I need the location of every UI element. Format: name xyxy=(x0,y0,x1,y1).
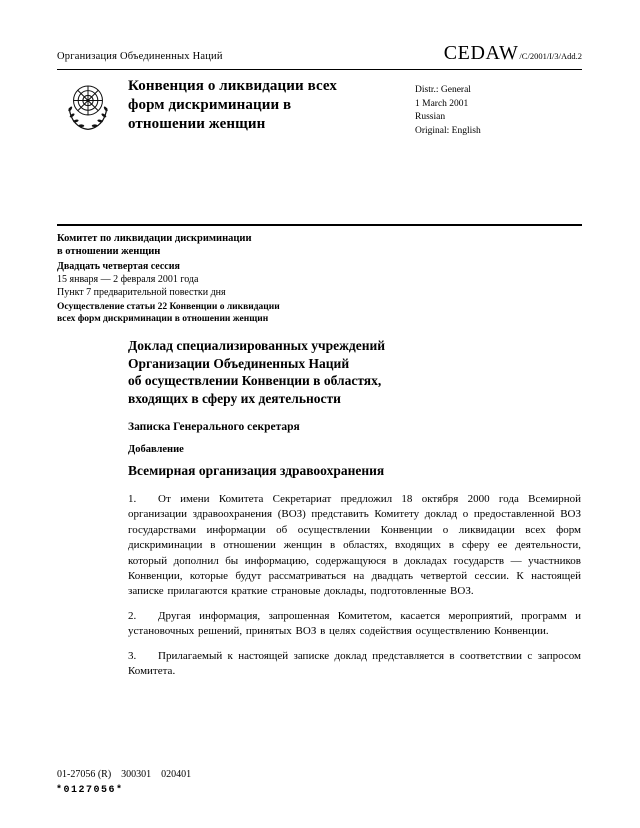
agenda-item: Пункт 7 предварительной повестки дня xyxy=(57,287,226,298)
paragraph-number: 3. xyxy=(128,649,137,662)
committee-name-line: в отношении женщин xyxy=(57,246,161,257)
agenda-title-line: всех форм дискриминации в отношении женщин xyxy=(57,314,269,324)
masthead-divider xyxy=(57,224,582,226)
convention-title-line: отношении женщин xyxy=(128,116,266,132)
convention-title-line: форм дискриминации в xyxy=(128,97,292,113)
agenda-title-line: Осуществление статьи 22 Конвенции о ликвидации xyxy=(57,302,280,312)
who-section-heading: Всемирная организация здравоохранения xyxy=(128,463,385,478)
session-title: Двадцать четвертая сессия xyxy=(57,261,180,272)
paragraph-text: От имени Комитета Секретариат предложил 18 октября 2000 года Всемирной организации здравоохранения (ВОЗ) представить Комитету доклад о предоставленной ВОЗ государствами информации об осуществлении Конвенции о ликвидации всех форм дискриминации в отношении женщин в областях, входящих в сферу ее деятельности, который дополнил бы информацию, содержащуюся в докладах государств — участников Конвенции, которые будут рассматриваться на двадцать четвертой сессии. К настоящей записке прилагаются краткие страновые доклады, подготовленные ВОЗ. xyxy=(128,493,581,598)
paragraph-number: 1. xyxy=(128,493,137,505)
document-symbol xyxy=(444,42,582,65)
distr-type: Distr.: General xyxy=(415,85,471,95)
document-symbol-suffix: /C/2001/I/3/Add.2 xyxy=(519,51,582,61)
convention-title xyxy=(128,77,337,134)
session-dates: 15 января — 2 февраля 2001 года xyxy=(57,274,199,285)
report-body xyxy=(128,492,581,688)
footer-barcode-text: *0127056* xyxy=(56,785,124,796)
paragraph-number: 2. xyxy=(128,609,137,622)
report-title-line: Организации Объединенных Наций xyxy=(128,355,350,371)
distr-date: 1 March 2001 xyxy=(415,98,469,109)
committee-name-line: Комитет по ликвидации дискриминации xyxy=(57,233,252,244)
addendum-label: Добавление xyxy=(128,444,184,455)
distribution-block xyxy=(415,84,481,138)
distr-original: Original: English xyxy=(415,125,481,136)
paragraph-2 xyxy=(128,609,581,640)
report-title xyxy=(128,337,385,407)
paragraph-1 xyxy=(128,492,581,600)
paragraph-3 xyxy=(128,649,581,680)
report-title-line: об осуществлении Конвенции в областях, xyxy=(128,373,382,388)
footer-document-number: 01-27056 (R) 300301 020401 xyxy=(57,769,192,780)
report-title-line: Доклад специализированных учреждений xyxy=(128,338,386,353)
convention-title-line: Конвенция о ликвидации всех xyxy=(128,78,337,94)
un-org-name: Организация Объединенных Наций xyxy=(57,51,223,62)
paragraph-text: Другая информация, запрошенная Комитетом, касается мероприятий, программ и установочных решений, принятых ВОЗ в целях содействия осуществлению Конвенции. xyxy=(128,609,581,638)
header-divider xyxy=(57,69,582,70)
distr-language: Russian xyxy=(415,112,446,122)
paragraph-text: Прилагаемый к настоящей записке доклад представляется в соответствии с запросом Комитета. xyxy=(128,649,581,678)
report-title-line: входящих в сферу их деятельности xyxy=(128,390,341,406)
document-symbol-main: CEDAW xyxy=(443,42,519,64)
secretary-general-note: Записка Генерального секретаря xyxy=(128,421,300,433)
un-emblem-icon xyxy=(60,79,116,140)
committee-block xyxy=(57,232,280,325)
